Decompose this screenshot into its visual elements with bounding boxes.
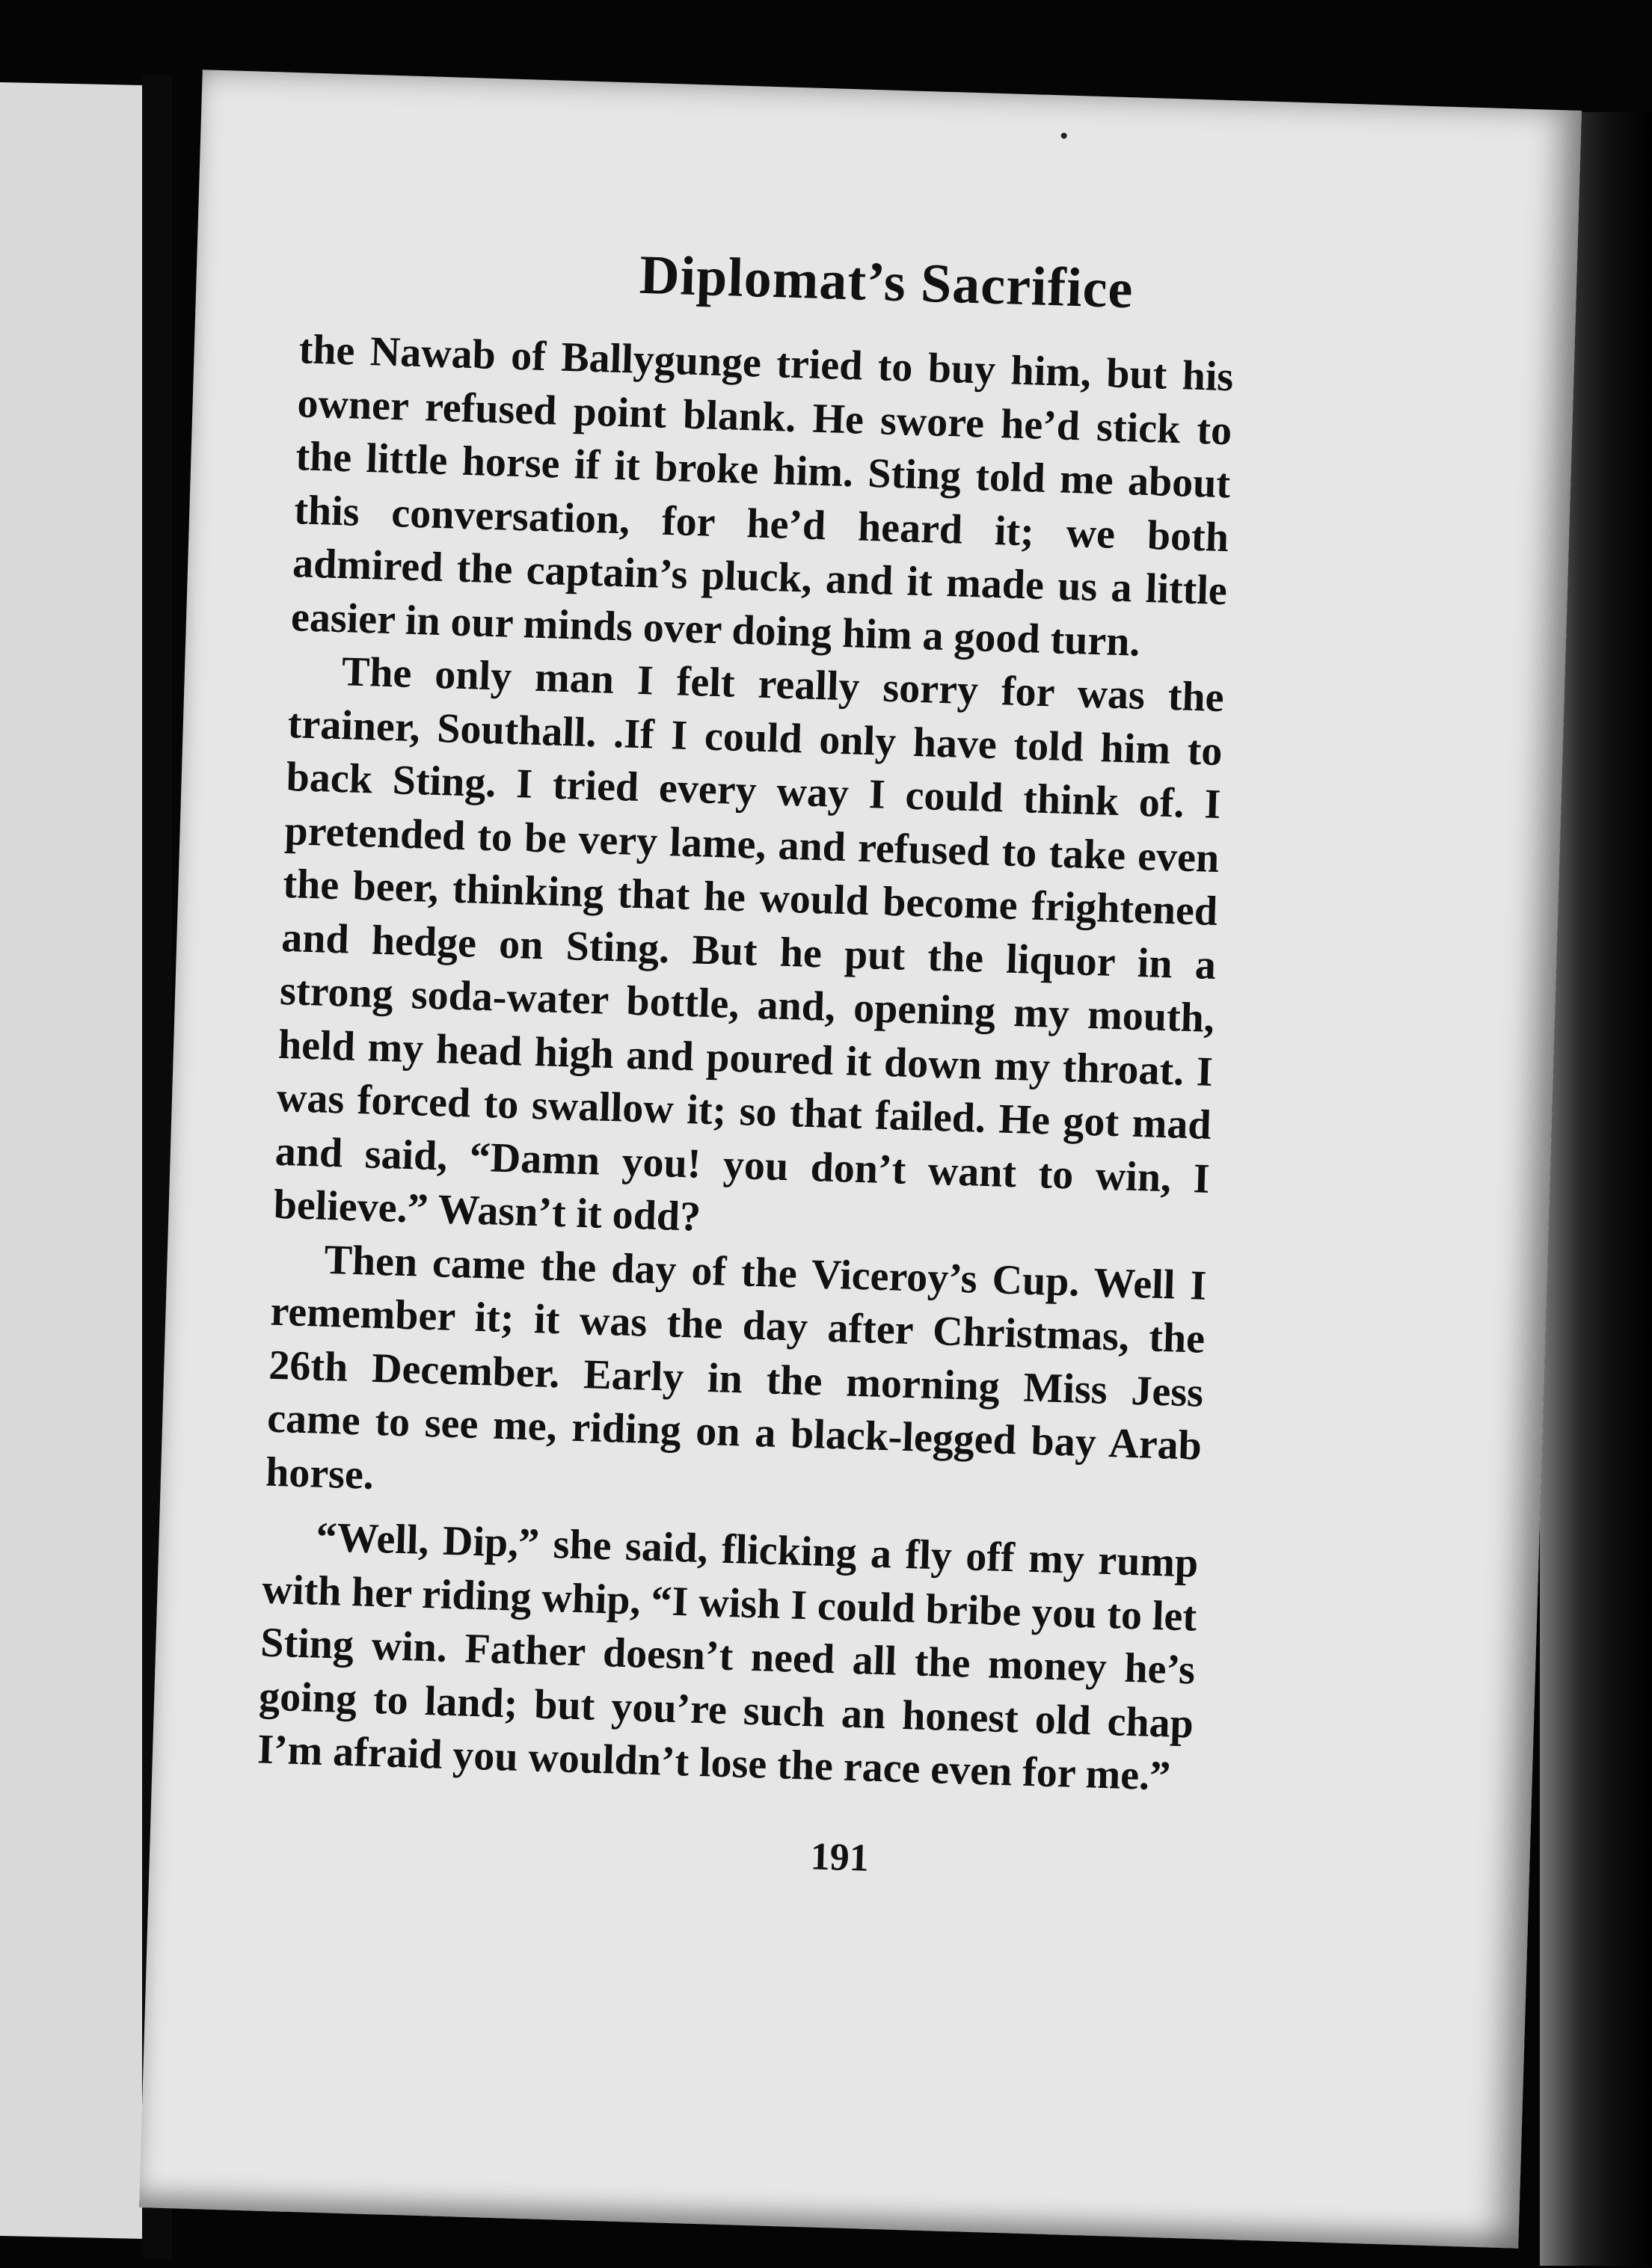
book-page bbox=[139, 70, 1582, 2248]
printing-speck bbox=[1061, 132, 1067, 138]
page-body bbox=[257, 323, 1234, 1804]
page-number: 191 bbox=[809, 1835, 870, 1880]
paragraph-2: The only man I felt really sorry for was the trainer, Southall. .If I could only have told him to back Sting. I tried every way I could think of. I pretended to be very lame, and refused to take even the beer, thinking that he would become frightened and hedge on Sting. But he put the liquor in a strong soda-water bottle, and, opening my mouth, held my head high and poured it down my throat. I was forced to swallow it; so that failed. He got mad and said, “Damn you! you don’t want to win, I believe.” Wasn’t it odd? bbox=[272, 648, 1225, 1241]
paragraph-4: “Well, Dip,” she said, flicking a fly off my rump with her riding whip, “I wish I could bribe you to let Sting win. Father doesn’t need all the money he’s going to land; but you’re such an honest old chap I’m afraid you wouldn’t lose the race even for me.” bbox=[257, 1513, 1200, 1800]
paragraph-3: Then came the day of the Viceroy’s Cup. Well I remember it; it was the day after Christmas, the 26th December. Early in the morning Miss Jess came to see me, riding on a black-legged bay Arab horse. bbox=[265, 1236, 1208, 1499]
paragraph-1: the Nawab of Ballygunge tried to buy him, but his owner refused point blank. He swore he’d stick to the little horse if it broke him. Sting told me about this conversation, for he’d heard it; we both admired the captain’s pluck, and it made us a little easier in our minds over doing him a good turn. bbox=[290, 326, 1235, 666]
running-head: Diplomat’s Sacrifice bbox=[638, 244, 1134, 321]
facing-page-edge bbox=[0, 82, 142, 2239]
